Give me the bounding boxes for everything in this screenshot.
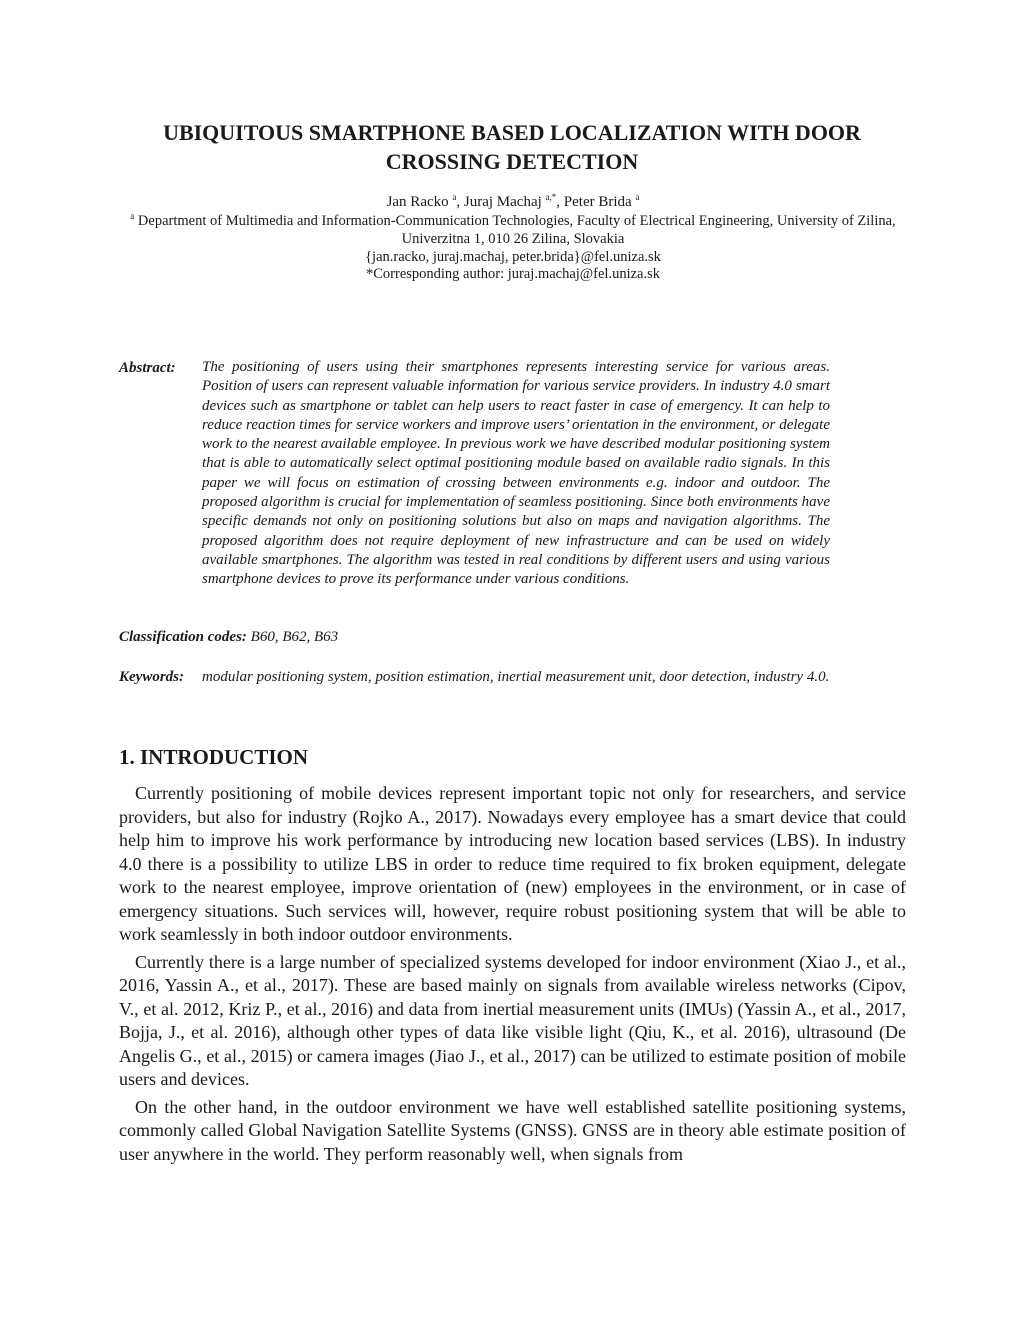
author-name: Juraj Machaj	[463, 194, 542, 210]
affiliation-marker: a	[635, 192, 640, 202]
affiliation-marker: a	[452, 192, 457, 202]
affiliation-marker: a,*	[545, 192, 557, 202]
body-paragraph: On the other hand, in the outdoor environment we have well established satellite positioning systems, commonly called Global Navigation Satellite Systems (GNSS). GNSS are in theory able estimate position of user anywhere in the world. They perform reasonably well, when signals from	[119, 1096, 906, 1164]
affiliation	[118, 212, 908, 248]
body-paragraph: Currently there is a large number of specialized systems developed for indoor environment (Xiao J., et al., 2016, Yassin A., et al., 2017). These are based mainly on signals from available wireless networks (Cipov, V., et al. 2012, Kriz P., et al., 2016) and data from inertial measurement units (IMUs) (Yassin A., et al., 2017, Bojja, J., et al. 2016), although other types of data like visible light (Qiu, K., et al. 2016), ultrasound (De Angelis G., et al., 2015) or camera images (Jiao J., et al., 2017) can be utilized to estimate position of mobile users and devices.	[119, 951, 906, 1089]
section-heading-introduction: 1. INTRODUCTION	[119, 745, 309, 769]
classification-values: B60, B62, B63	[246, 629, 339, 645]
author-separator: ,	[556, 194, 564, 210]
author-list	[118, 193, 908, 211]
paper-title-line-2: CROSSING DETECTION	[385, 149, 639, 174]
paper-title-line-1: UBIQUITOUS SMARTPHONE BASED LOCALIZATION WITH DOOR	[163, 120, 861, 145]
abstract-text: The positioning of users using their smartphones represents interesting service for various areas. Position of users can represent valuable information for various service providers. In industry 4.0 smart devices such as smartphone or tablet can help users to react faster in case of emergency. It can help to reduce reaction times for service workers and improve users’ orientation in the environment, or delegate work to the nearest available employee. In previous work we have described modular positioning system that is able to automatically select optimal positioning module based on available radio signals. In this paper we will focus on estimation of crossing between environments e.g. indoor and outdoor. The proposed algorithm is crucial for implementation of seamless positioning. Since both environments have specific demands not only on positioning solutions but also on maps and navigation algorithms. The proposed algorithm does not require deployment of new infrastructure and can be used on widely available smartphones. The algorithm was tested in real conditions by different users and using various smartphone devices to prove its performance under various conditions.	[202, 359, 830, 588]
classification-label: Classification codes:	[119, 629, 247, 645]
author-emails: {jan.racko, juraj.machaj, peter.brida}@fel.uniza.sk	[365, 249, 661, 265]
author-name: Peter Brida	[563, 194, 632, 210]
keywords-text: modular positioning system, position estimation, inertial measurement unit, door detection, industry 4.0.	[202, 669, 830, 685]
affiliation-text: Department of Multimedia and Information-Communication Technologies, Faculty of Electrical Engineering, University of Zilina, Univerzitna 1, 010 26 Zilina, Slovakia	[137, 213, 896, 247]
abstract-label: Abstract:	[119, 360, 176, 376]
corresponding-author: *Corresponding author: juraj.machaj@fel.uniza.sk	[365, 266, 660, 282]
author-name: Jan Racko	[386, 194, 449, 210]
classification-codes	[119, 629, 338, 646]
affiliation-marker: a	[130, 211, 135, 222]
keywords-label: Keywords:	[119, 669, 184, 685]
introduction-body	[119, 782, 906, 1170]
paper-title	[100, 118, 924, 176]
body-paragraph: Currently positioning of mobile devices represent important topic not only for researchers, and service providers, but also for industry (Rojko A., 2017). Nowadays every employee has a smart device that could help him to improve his work performance by introducing new location based services (LBS). In industry 4.0 there is a possibility to utilize LBS in order to reduce time required to fix broken equipment, delegate work to the nearest employee, improve orientation of (new) employees in the environment, or in case of emergency situations. Such services will, however, require robust positioning system that will be able to work seamlessly in both indoor outdoor environments.	[119, 783, 906, 944]
author-separator: ,	[456, 194, 464, 210]
